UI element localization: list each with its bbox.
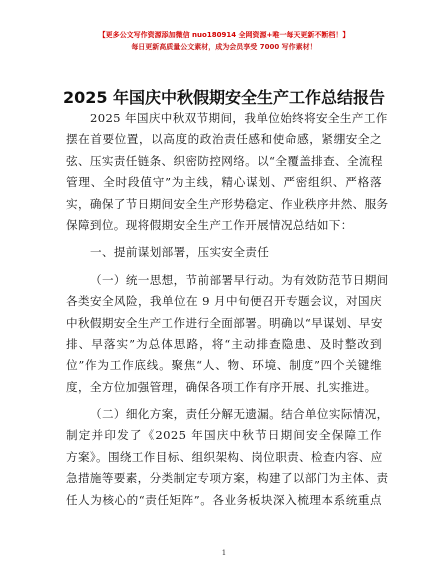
intro-line: 管理、全时段值守”为主线，精心谋划、严密组织、严格落 xyxy=(66,175,382,190)
promo-banner-line2: 每日更新高质量公文素材，成为会员享受 7000 写作素材！ xyxy=(131,43,317,51)
promo-banner-line1: 【更多公文写作资源添加微信 nuo180914 全网资源+唯一每天更新不断档！】 xyxy=(98,31,350,39)
intro-line: 弦、压实责任链条、织密防控网络。以“全覆盖排查、全流程 xyxy=(66,153,383,168)
document-title: 2025 年国庆中秋假期安全生产工作总结报告 xyxy=(62,88,386,107)
paragraph-line: （一）统一思想，节前部署早行动。为有效防范节日期间 xyxy=(90,272,389,287)
paragraph-line: 制定并印发了《2025 年国庆中秋节日期间安全保障工作 xyxy=(66,428,382,443)
paragraph-line: 任人为核心的“责任矩阵”。各业务板块深入梳理本系统重点 xyxy=(66,492,382,507)
paragraph-line: 度，全方位加强管理，确保各项工作有序开展、扎实推进。 xyxy=(66,379,377,394)
paragraph-line: 方案》。围绕工作目标、组织架构、岗位职责、检查内容、应 xyxy=(66,449,383,464)
paragraph-line: （二）细化方案，责任分解无遗漏。结合单位实际情况， xyxy=(90,407,389,422)
paragraph-line: 中秋假期安全生产工作进行全面部署。明确以“早谋划、早安 xyxy=(66,315,383,330)
paragraph-line: 急措施等要素，分类制定专项方案，构建了以部门为主体、责 xyxy=(66,471,389,486)
paragraph-line: 位”作为工作底线。聚焦“人、物、环境、制度”四个关键维 xyxy=(66,358,382,373)
paragraph-line: 各类安全风险，我单位在 9 月中旬便召开专题会议，对国庆 xyxy=(66,294,382,309)
intro-line: 2025 年国庆中秋双节期间，我单位始终将安全生产工作 xyxy=(90,111,388,125)
intro-line: 保障到位。现将假期安全生产工作开展情况总结如下： xyxy=(66,217,353,232)
intro-line: 实，确保了节日期间安全生产形势稳定、作业秩序井然、服务 xyxy=(66,196,389,211)
intro-line: 摆在首要位置，以高度的政治责任感和使命感，紧绷安全之 xyxy=(66,132,382,147)
section-heading: 一、提前谋划部署，压实安全责任 xyxy=(90,245,270,260)
document-body xyxy=(66,108,389,511)
paragraph-line: 排、早落实”为总体思路，将“主动排查隐患、及时整改到 xyxy=(66,336,382,351)
page-number: 1 xyxy=(221,549,227,557)
